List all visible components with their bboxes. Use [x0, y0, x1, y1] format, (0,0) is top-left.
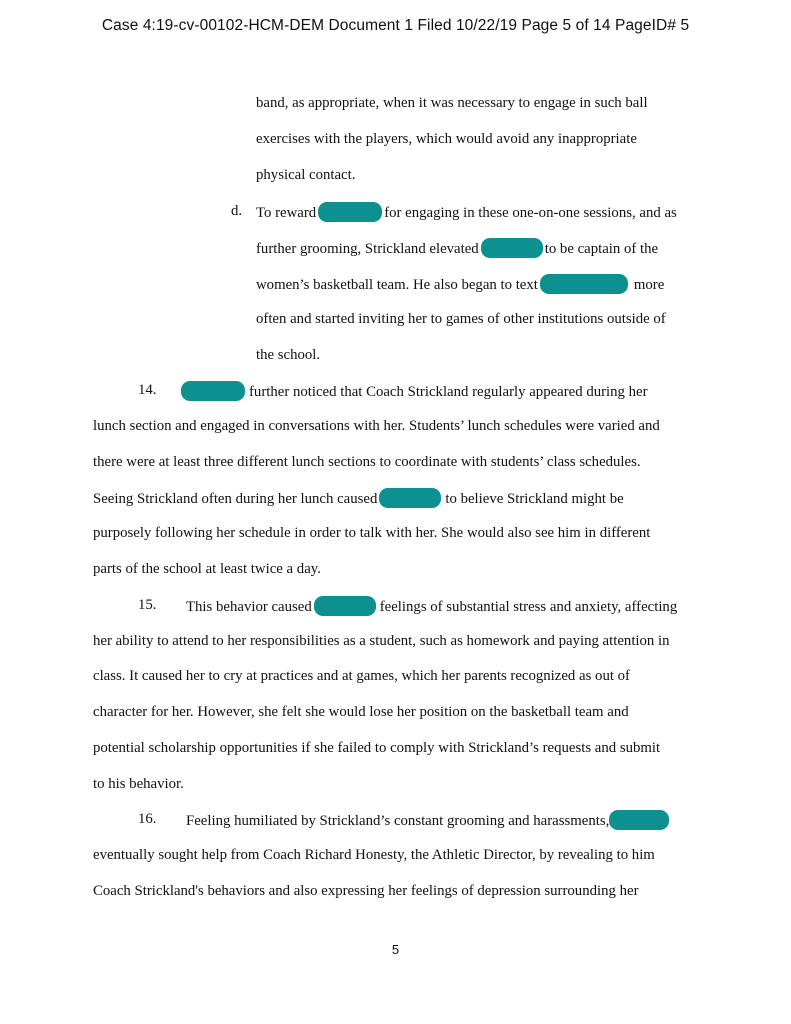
- redaction-block: [314, 596, 376, 616]
- text-span: more: [633, 277, 665, 293]
- redaction-block: [318, 202, 382, 222]
- text-span: women’s basketball team. He also began to text: [256, 277, 538, 293]
- text-span: To reward: [256, 205, 317, 221]
- redaction-block: [481, 238, 543, 258]
- text-line: parts of the school at least twice a day.: [93, 561, 321, 577]
- text-span: to believe Strickland might be: [445, 491, 624, 507]
- text-line: class. It caused her to cry at practices and at games, which her parents recognized as out of: [93, 668, 630, 684]
- text-line: lunch section and engaged in conversations with her. Students’ lunch schedules were varied and: [93, 418, 660, 434]
- text-line: [181, 381, 648, 401]
- text-line: Coach Strickland's behaviors and also expressing her feelings of depression surrounding her: [93, 883, 639, 899]
- text-span: further noticed that Coach Strickland regularly appeared during her: [249, 384, 648, 400]
- text-span: This behavior caused: [186, 599, 312, 615]
- text-line: [93, 488, 624, 508]
- text-span: to be captain of the: [544, 241, 659, 257]
- text-line: the school.: [256, 347, 321, 363]
- text-line: there were at least three different lunch sections to coordinate with students’ class schedules.: [93, 454, 641, 470]
- paragraph-number: 14.: [138, 382, 157, 398]
- case-header: Case 4:19-cv-00102-HCM-DEM Document 1 Filed 10/22/19 Page 5 of 14 PageID# 5: [101, 17, 690, 34]
- text-span: for engaging in these one-on-one sessions, and as: [384, 205, 677, 221]
- text-line: potential scholarship opportunities if she failed to comply with Strickland’s requests and submit: [93, 740, 661, 756]
- text-line: [186, 596, 677, 616]
- text-line: [256, 238, 658, 258]
- redaction-block: [379, 488, 441, 508]
- text-span: Feeling humiliated by Strickland’s constant grooming and harassments,: [186, 813, 610, 829]
- redaction-block: [540, 274, 628, 294]
- text-line: [186, 810, 669, 830]
- paragraph-number: 15.: [138, 597, 157, 613]
- text-line: eventually sought help from Coach Richard Honesty, the Athletic Director, by revealing to him: [93, 847, 655, 863]
- text-span: further grooming, Strickland elevated: [256, 241, 479, 257]
- text-line: purposely following her schedule in order to talk with her. She would also see him in different: [93, 525, 651, 541]
- text-line: exercises with the players, which would avoid any inappropriate: [256, 131, 637, 147]
- text-line: [256, 274, 664, 294]
- text-span: feelings of substantial stress and anxiety, affecting: [379, 599, 678, 615]
- text-line: physical contact.: [256, 167, 356, 183]
- text-span: Seeing Strickland often during her lunch caused: [93, 491, 378, 507]
- text-line: band, as appropriate, when it was necessary to engage in such ball: [256, 95, 648, 111]
- list-marker: d.: [231, 203, 243, 219]
- text-line: to his behavior.: [93, 776, 184, 792]
- redaction-block: [181, 381, 245, 401]
- text-line: often and started inviting her to games of other institutions outside of: [256, 311, 666, 327]
- text-line: her ability to attend to her responsibilities as a student, such as homework and paying attention in: [93, 633, 670, 649]
- page-number: 5: [391, 942, 400, 957]
- redaction-block: [609, 810, 669, 830]
- text-line: character for her. However, she felt she would lose her position on the basketball team and: [93, 704, 629, 720]
- paragraph-number: 16.: [138, 811, 157, 827]
- text-line: [256, 202, 677, 222]
